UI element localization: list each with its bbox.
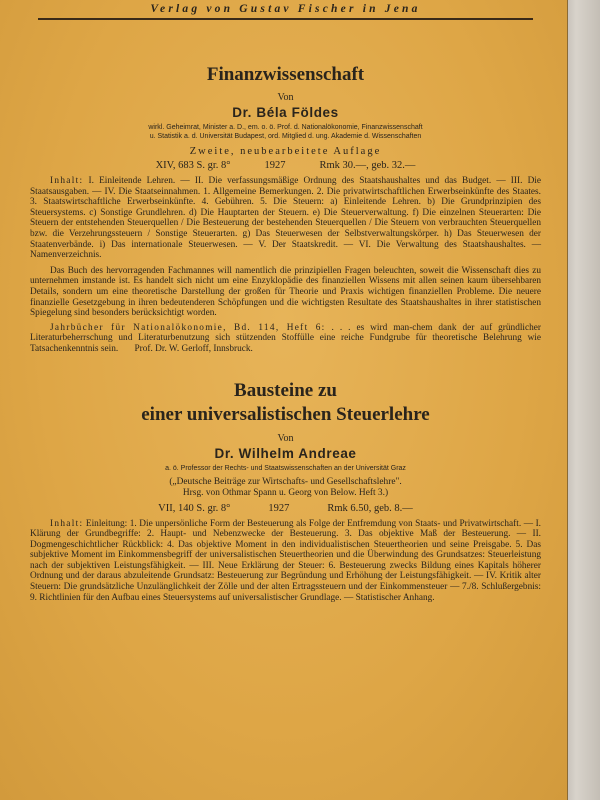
book-2-year: 1927 [268, 502, 290, 514]
book-2-contents-label: Inhalt: [50, 518, 84, 529]
book-1-affiliation [30, 123, 541, 141]
book-1-title: Finanzwissenschaft [206, 64, 365, 85]
book-1-review-source: Jahrbücher für Nationalökonomie, Bd. 114, Heft 6: [50, 322, 326, 333]
book-1-affiliation-line-2: u. Statistik a. d. Universität Budapest, ord. Mitglied d. ung. Akademie d. Wissenschaften [149, 133, 422, 140]
book-2-title-line-2: einer universalistischen Steuerlehre [141, 403, 430, 425]
book-1 [30, 64, 541, 355]
book-2-extent: VII, 140 S. gr. 8° [158, 502, 231, 514]
book-2-pub-info [30, 503, 541, 514]
book-2-title [30, 379, 541, 427]
book-2-author: Dr. Wilhelm Andreae [214, 445, 357, 461]
book-1-von: Von [277, 92, 294, 103]
book-1-contents-label: Inhalt: [50, 176, 84, 186]
book-2-contents-text: Einleitung: 1. Die unpersönliche Form der Besteuerung als Folge der Entfremdung von Staats- und Privatwirtschaft. — I. Klärung der Grundbegriffe: 2. Haupt- und Nebenzwecke der Besteuerung. 3. Das objektive Maß der Besteuerung. — II. Dogmengeschichtlicher Rückblick: 4. Das objektive Moment in den individualistischen Steuertheorien und seine Preisgabe. 5. Das subjektive Moment im Einkommensbegriff der universalistischen Steuertheorien und die Überwindung des Grundsatzes: Steuerleistung nach der subjektiven Leistungsfähigkeit. — III. Neue Erklärung der Steuer: 6. Besteuerung zwecks Bildung eines Kapitals höherer Ordnung und der daraus abzuleitende Grundsatz: Besteuerung zur Begründung und Erhöhung der Leistungsfähigkeit. — IV. Kritik alter Steuern: Die grundsätzliche Unzulänglichkeit der Zölle und der alten Ertragssteuern und der Einkommensteuer — 7./8. Schlußergebnis: 9. Richtlinien für den Aufbau eines Steuersystems auf universalistischer Grundlage. — Statistischer Anhang. [30, 518, 541, 603]
book-2 [30, 379, 541, 604]
book-1-description: Das Buch des hervorragenden Fachmannes will namentlich die prinzipiellen Fragen beleuchten, soweit die Wissenschaft dies zu unternehmen imstande ist. Es handelt sich nicht um eine Enzyklopädie des finanziellen Wissens mit allen seinen kaum übersehbaren Details, sondern um eine theoretische Darstellung der großen für Theorie und Praxis wichtigen finanziellen Probleme. Die neuere finanzielle Gesetzgebung in ihren bedeutenderen Schöpfungen und die wichtigsten Resultate des Staatshaushaltes in ihrer statistischen Spiegelung sind besonders berücksichtigt worden. [30, 265, 541, 319]
book-2-price: Rmk 6.50, geb. 8.— [327, 502, 413, 514]
book-2-series-line-1: („Deutsche Beiträge zur Wirtschafts- und Gesellschaftslehre". [169, 476, 402, 487]
publisher-header: Verlag von Gustav Fischer in Jena [150, 3, 421, 15]
header-rule [38, 18, 533, 20]
book-2-von: Von [277, 432, 294, 444]
book-2-series [30, 477, 541, 499]
book-1-pub-info [30, 160, 541, 171]
book-1-extent: XIV, 683 S. gr. 8° [155, 160, 231, 171]
book-1-edition: Zweite, neubearbeitete Auflage [189, 146, 382, 157]
book-1-affiliation-line-1: wirkl. Geheimrat, Minister a. D., em. o. ö. Prof. d. Nationalökonomie, Finanzwissenschaft [148, 124, 423, 131]
book-1-contents-text: I. Einleitende Lehren. — II. Die verfassungsmäßige Ordnung des Staatshaushaltes und das Budget. — III. Die Staatsausgaben. — IV. Die Staatseinnahmen. 1. Allgemeine Bemerkungen. 2. Die privatwirtschaftlichen Erwerbseinkünfte des Staates. 3. Staatswirtschaftliche Erwerbseinkünfte. 4. Gebühren. 5. Die Steuern: a) Einleitende Lehren. b) Die Grundprinzipien des Steuersystems. c) Sonstige Grundlehren. d) Die Hauptarten der Steuern. e) Die Steuerverwaltung. f) Die einzelnen Steuerarten: Die Steuern der entstehenden Steuerquellen / Die Besteuerung der bestehenden Steuerquellen / Die Steuern von verbrauchten Steuerquellen bzw. die Verzehrungssteuern / Sonstige Steuerarten. g) Das Steuerwesen der Selbstverwaltungskörper. h) Das Steuerwesen der Staatenverbände. i) Das internationale Steuerwesen. — V. Der Staatskredit. — VI. Die Verwaltung des Staatshaushaltes. — Namenverzeichnis. [30, 176, 541, 261]
book-1-review [30, 323, 541, 355]
book-2-title-line-1: Bausteine zu [234, 379, 337, 401]
book-2-series-line-2: Hrsg. von Othmar Spann u. Georg von Below. Heft 3.) [182, 487, 389, 498]
book-1-review-author: Prof. Dr. W. Gerloff, Innsbruck. [134, 343, 253, 354]
book-1-year: 1927 [264, 160, 286, 171]
book-2-affiliation: a. ö. Professor der Rechts- und Staatswissenschaften an der Universität Graz [165, 464, 406, 472]
book-1-contents [30, 176, 541, 261]
book-1-price: Rmk 30.—, geb. 32.— [319, 160, 416, 171]
book-1-author: Dr. Béla Földes [232, 105, 339, 120]
book-1-review-text: . . . es wird man-chem dank der auf gründlicher Literaturbeherrschung und Literaturbenutzung sich stützenden Stoffülle eine reiche Fundgrube für theoretische Belehrung wie Tatsachenkenntnis sein. [30, 322, 542, 354]
book-2-contents [30, 519, 541, 604]
